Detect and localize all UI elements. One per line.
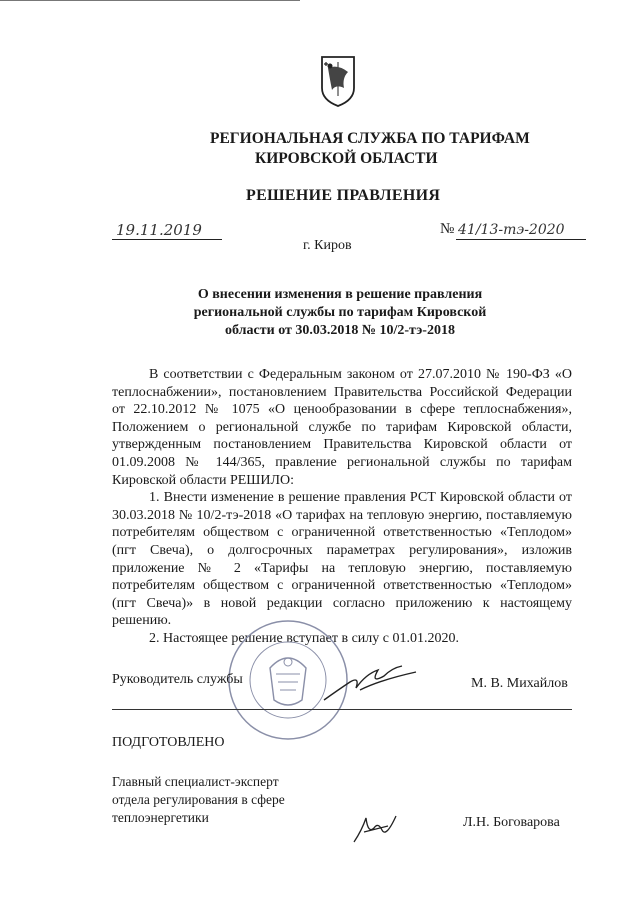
document-body: [112, 366, 572, 648]
number-label: №: [440, 221, 455, 237]
paragraph-item-1: 1. Внести изменение в решение правления РСТ Кировской области от 30.03.2018 № 10/2-тэ-2018 «О тарифах на тепловую энергию, поставляемую потребителям обществом с ограниченной ответственностью «Теплодом» (пгт Свеча), о долгосрочных параметрах регулирования», изложив приложение № 2 «Тарифы на тепловую энергию, поставляемую потребителям обществом с ограниченной ответственностью «Теплодом» (пгт Свеча)» в новой редакции согласно приложению к настоящему решению.: [112, 490, 572, 629]
top-rule: [0, 0, 300, 1]
paragraph-item-2: 2. Настоящее решение вступает в силу с 01.01.2020.: [149, 630, 459, 646]
document-title: РЕШЕНИЕ ПРАВЛЕНИЯ: [246, 187, 441, 204]
preparer-name: Л.Н. Боговарова: [463, 815, 560, 830]
prepared-label: ПОДГОТОВЛЕНО: [112, 735, 225, 750]
document-number: 41/13-тэ-2020: [456, 221, 586, 240]
subject-line1: О внесении изменения в решение правления: [197, 287, 483, 302]
signatory-name: М. В. Михайлов: [471, 676, 568, 691]
org-name-line2: КИРОВСКОЙ ОБЛАСТИ: [255, 150, 438, 167]
document-subject: [150, 286, 530, 340]
preparer-role-line3: теплоэнергетики: [112, 810, 209, 825]
coat-of-arms-icon: [318, 54, 358, 108]
subject-line2: региональной службы по тарифам Кировской: [193, 305, 487, 320]
org-name-line1: РЕГИОНАЛЬНАЯ СЛУЖБА ПО ТАРИФАМ: [210, 130, 530, 147]
paragraph-preamble: В соответствии с Федеральным законом от 27.07.2010 № 190-ФЗ «О теплоснабжении», постановлением Правительства Российской Федерации от 22.10.2012 № 1075 «О ценообразовании в сфере теплоснабжения», Положением о региональной службе по тарифам Кировской области, утвержденным постановлением Правительства Кировской области от 01.09.2008 № 144/365, правление региональной службы по тарифам Кировской области РЕШИЛО:: [112, 367, 572, 488]
head-signature: [320, 660, 420, 706]
signature-divider: [112, 709, 572, 710]
preparer-signature: [348, 808, 408, 848]
document-date: 19.11.2019: [112, 221, 222, 240]
subject-line3: области от 30.03.2018 № 10/2-тэ-2018: [225, 323, 455, 338]
city: г. Киров: [303, 238, 352, 253]
signatory-title: Руководитель службы: [112, 672, 243, 687]
preparer-role-line2: отдела регулирования в сфере: [112, 792, 285, 807]
preparer-role: [112, 773, 285, 827]
preparer-role-line1: Главный специалист-эксперт: [112, 774, 279, 789]
